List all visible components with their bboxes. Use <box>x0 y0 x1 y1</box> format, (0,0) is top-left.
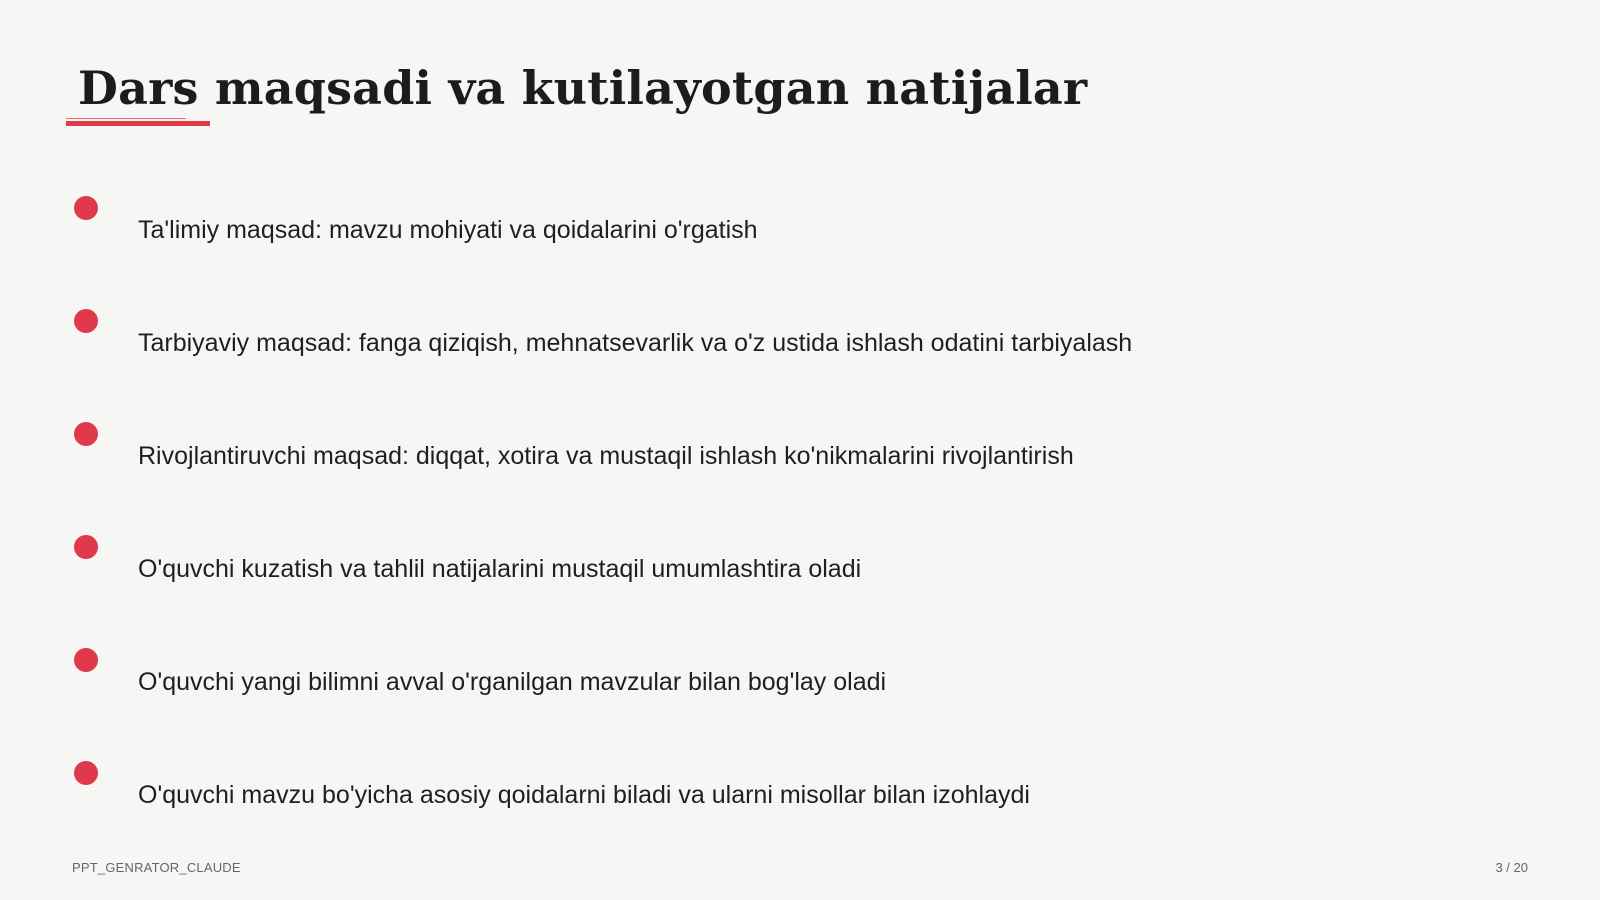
bullet-text: O'quvchi mavzu bo'yicha asosiy qoidalarni biladi va ularni misollar bilan izohlaydi <box>138 781 1030 809</box>
bullet-dot-icon <box>74 196 98 220</box>
bullet-item <box>0 761 1600 851</box>
bullet-dot-icon <box>74 422 98 446</box>
bullet-item <box>0 309 1600 399</box>
footer-brand: PPT_GENRATOR_CLAUDE <box>72 860 241 875</box>
bullet-text: O'quvchi kuzatish va tahlil natijalarini mustaqil umumlashtira oladi <box>138 555 862 583</box>
bullet-dot-icon <box>74 535 98 559</box>
slide-title: Dars maqsadi va kutilayotgan natijalar <box>78 61 1088 115</box>
bullet-text: Rivojlantiruvchi maqsad: diqqat, xotira va mustaqil ishlash ko'nikmalarini rivojlantirish <box>138 442 1074 470</box>
bullet-item <box>0 196 1600 286</box>
bullet-item <box>0 535 1600 625</box>
bullet-dot-icon <box>74 761 98 785</box>
bullet-item <box>0 648 1600 738</box>
bullet-dot-icon <box>74 648 98 672</box>
bullet-text: Tarbiyaviy maqsad: fanga qiziqish, mehnatsevarlik va o'z ustida ishlash odatini tarbiyalash <box>138 329 1133 357</box>
bullet-dot-icon <box>74 309 98 333</box>
bullet-text: O'quvchi yangi bilimni avval o'rganilgan mavzular bilan bog'lay oladi <box>138 668 887 696</box>
bullet-item <box>0 422 1600 512</box>
bullet-text: Ta'limiy maqsad: mavzu mohiyati va qoidalarini o'rgatish <box>138 216 758 244</box>
page-indicator: 3 / 20 <box>1495 860 1528 875</box>
